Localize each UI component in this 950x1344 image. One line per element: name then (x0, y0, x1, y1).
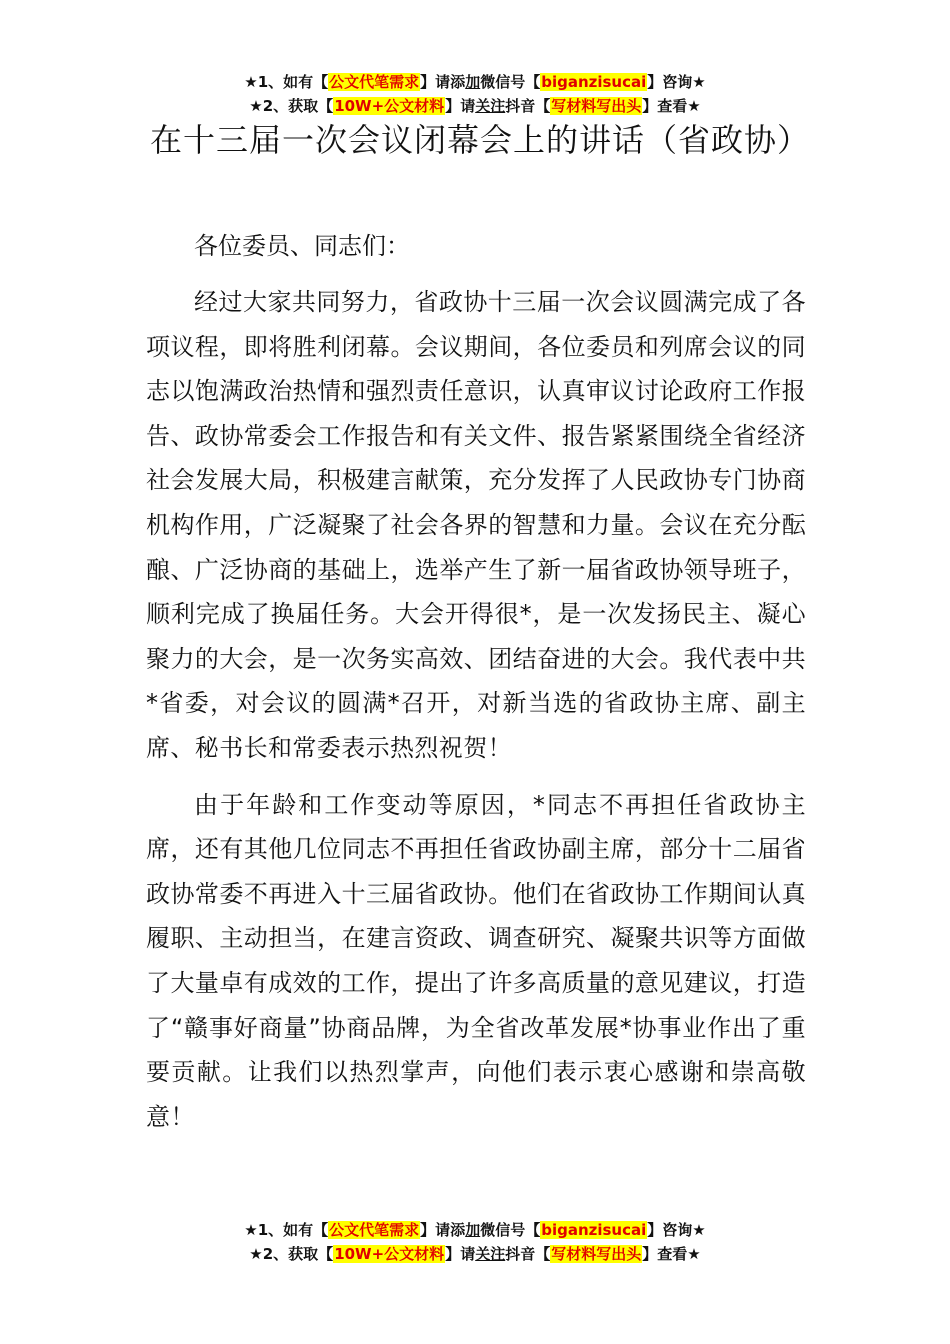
document-body (146, 224, 806, 1151)
paragraph-1: 经过大家共同努力，省政协十三届一次会议圆满完成了各项议程，即将胜利闭幕。会议期间，各位委员和列席会议的同志以饱满政治热情和强烈责任意识，认真审议讨论政府工作报告、政协常委会工作报告和有关文件、报告紧紧围绕全省经济社会发展大局，积极建言献策，充分发挥了人民政协专门协商机构作用，广泛凝聚了社会各界的智慧和力量。会议在充分酝酿、广泛协商的基础上，选举产生了新一届省政协领导班子，顺利完成了换届任务。大会开得很*，是一次发扬民主、凝心聚力的大会，是一次务实高效、团结奋进的大会。我代表中共*省委，对会议的圆满*召开，对新当选的省政协主席、副主席、秘书长和常委表示热烈祝贺！ (146, 288, 806, 762)
banner-line-1-mid2: 微信号【 (480, 73, 541, 91)
banner-underlined-word: 加 (465, 73, 481, 91)
banner-line-2-mid: 】请 (445, 97, 476, 115)
footer-line-2-suffix: 】查看★ (642, 1245, 701, 1263)
footer-line-1-suffix: 】咨询★ (647, 1221, 706, 1239)
footer-highlight-materials: 10W+公文材料 (334, 1245, 445, 1263)
footer-line-1-mid2: 微信号【 (480, 1221, 541, 1239)
footer-banner-line-1 (0, 1218, 950, 1242)
footer-highlight-service: 公文代笔需求 (329, 1221, 420, 1239)
footer-line-1-prefix: ★1、如有【 (244, 1221, 329, 1239)
footer-highlight-douyin: 写材料写出头 (551, 1245, 642, 1263)
banner-line-2 (0, 94, 950, 118)
footer-underlined-follow: 关注 (475, 1245, 506, 1263)
banner-line-1 (0, 70, 950, 94)
footer-highlight-wechat-id: biganzisucai (541, 1221, 647, 1239)
banner-line-1-mid: 】请添 (420, 73, 466, 91)
salutation: 各位委员、同志们： (194, 232, 410, 260)
footer-banner-line-2 (0, 1242, 950, 1266)
document-title: 在十三届一次会议闭幕会上的讲话（省政协） (150, 121, 811, 159)
banner-line-1-suffix: 】咨询★ (647, 73, 706, 91)
banner-highlight-materials: 10W+公文材料 (334, 97, 445, 115)
banner-underlined-follow: 关注 (475, 97, 506, 115)
banner-line-1-prefix: ★1、如有【 (244, 73, 329, 91)
footer-line-1-mid: 】请添 (420, 1221, 466, 1239)
banner-line-2-prefix: ★2、获取【 (249, 97, 334, 115)
header-banner (0, 70, 950, 118)
banner-line-2-suffix: 】查看★ (642, 97, 701, 115)
footer-banner (0, 1218, 950, 1266)
banner-highlight-douyin: 写材料写出头 (551, 97, 642, 115)
paragraph-2: 由于年龄和工作变动等原因，*同志不再担任省政协主席，还有其他几位同志不再担任省政协副主席，部分十二届省政协常委不再进入十三届省政协。他们在省政协工作期间认真履职、主动担当，在建言资政、调查研究、凝聚共识等方面做了大量卓有成效的工作，提出了许多高质量的意见建议，打造了“赣事好商量”协商品牌，为全省改革发展*协事业作出了重要贡献。让我们以热烈掌声，向他们表示衷心感谢和崇高敬意！ (146, 790, 806, 1131)
footer-line-2-prefix: ★2、获取【 (249, 1245, 334, 1263)
banner-highlight-wechat-id: biganzisucai (541, 73, 647, 91)
footer-underlined-word: 加 (465, 1221, 481, 1239)
footer-line-2-mid: 】请 (445, 1245, 476, 1263)
banner-highlight-service: 公文代笔需求 (329, 73, 420, 91)
banner-line-2-mid2: 抖音【 (505, 97, 551, 115)
footer-line-2-mid2: 抖音【 (505, 1245, 551, 1263)
